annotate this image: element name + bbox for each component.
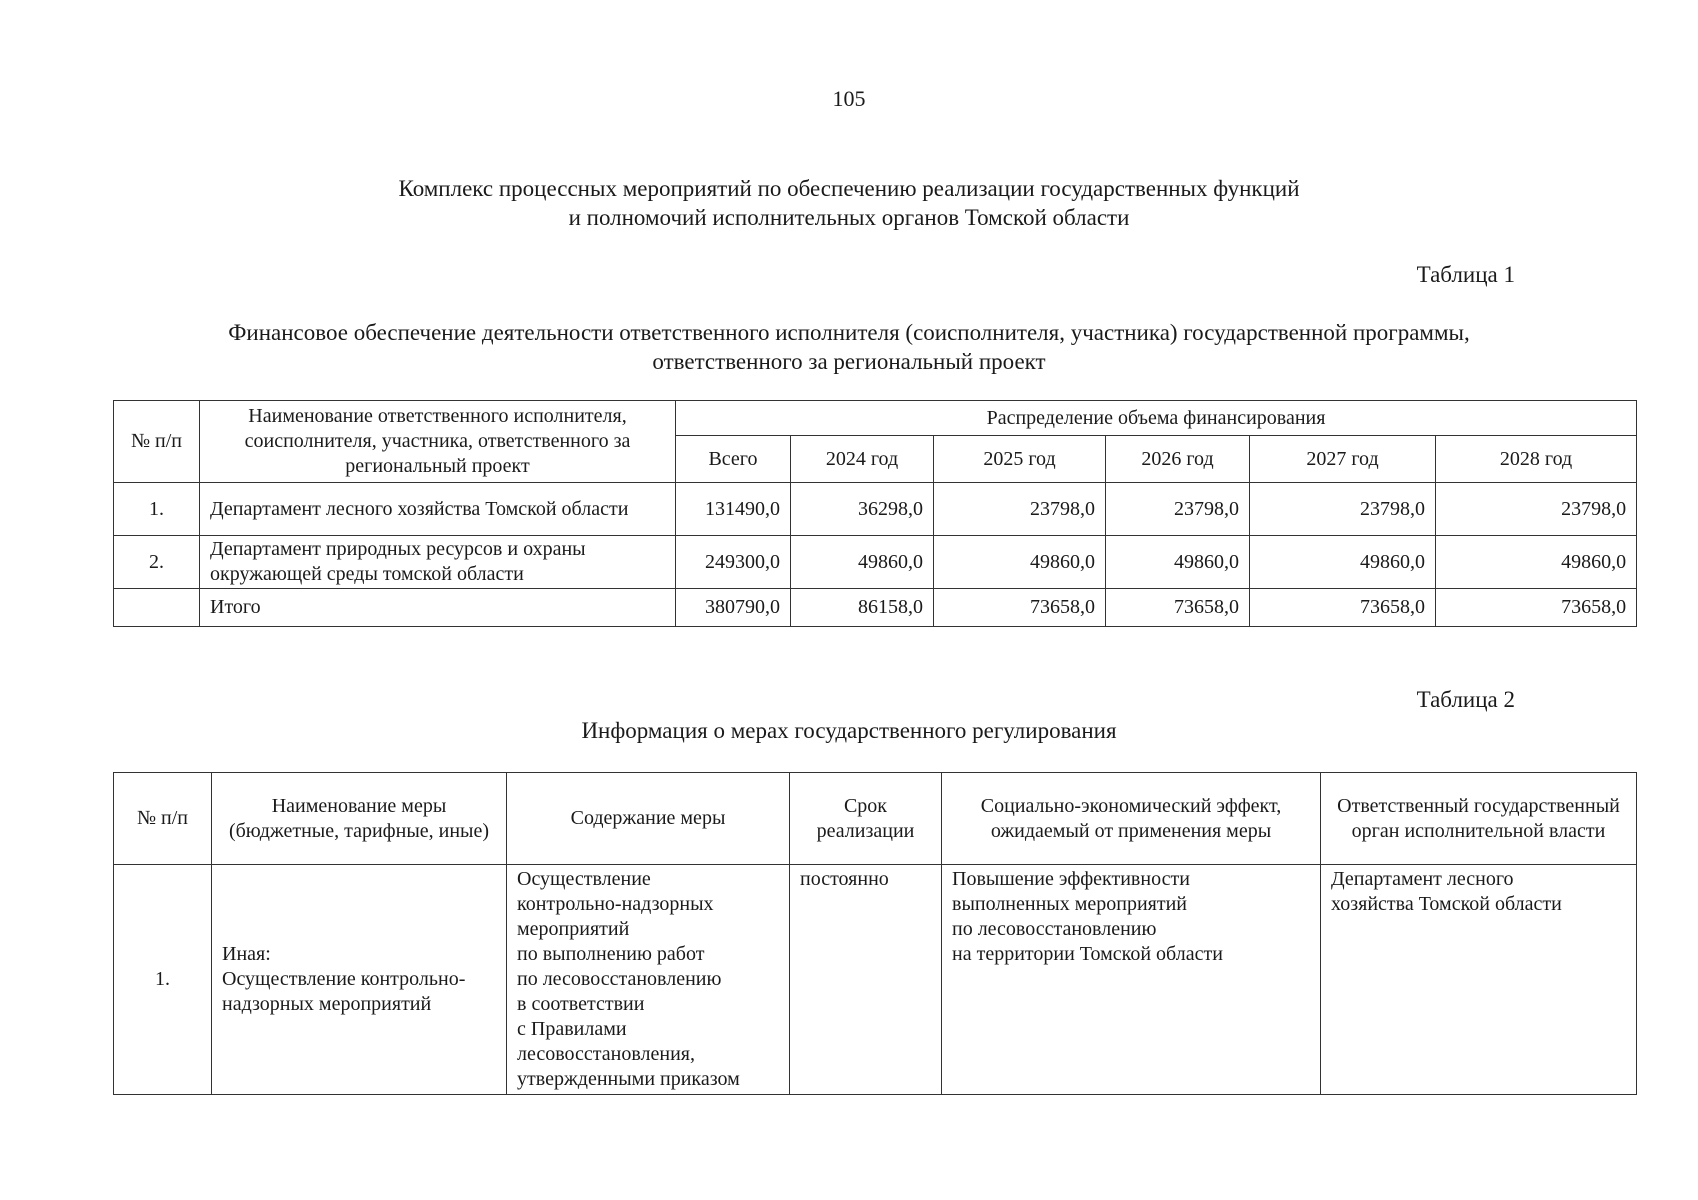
row-2025: 23798,0 bbox=[934, 483, 1106, 536]
row-2028: 49860,0 bbox=[1436, 536, 1637, 589]
table1-caption: Таблица 1 bbox=[1416, 262, 1515, 287]
content-line: утвержденными приказом bbox=[517, 1068, 740, 1090]
header-num: № п/п bbox=[114, 773, 212, 865]
effect-line: Повышение эффективности bbox=[952, 868, 1190, 890]
table1-title-line-2: ответственного за региональный проект bbox=[652, 349, 1046, 374]
authority-line: Департамент лесного bbox=[1331, 868, 1514, 890]
header-executor-name: Наименование ответственного исполнителя, соисполнителя, участника, ответственного за региональный проект bbox=[200, 401, 676, 483]
row-2028: 23798,0 bbox=[1436, 483, 1637, 536]
header-2024: 2024 год bbox=[791, 436, 934, 483]
header-2025: 2025 год bbox=[934, 436, 1106, 483]
table1-title bbox=[0, 318, 1698, 376]
total-row-2024: 86158,0 bbox=[791, 589, 934, 627]
header-total: Всего bbox=[676, 436, 791, 483]
content-line: с Правилами bbox=[517, 1018, 627, 1040]
total-row-label: Итого bbox=[200, 589, 676, 627]
total-row-2025: 73658,0 bbox=[934, 589, 1106, 627]
header-authority: Ответственный государственный орган исполнительной власти bbox=[1321, 773, 1637, 865]
table2-title: Информация о мерах государственного регулирования bbox=[581, 718, 1117, 743]
effect-line: по лесовосстановлению bbox=[952, 918, 1157, 940]
total-row-2027: 73658,0 bbox=[1250, 589, 1436, 627]
table-row bbox=[114, 483, 1637, 536]
row-measure-name bbox=[212, 865, 507, 1095]
table-header-row bbox=[114, 773, 1637, 865]
regulation-measures-table bbox=[113, 772, 1637, 1095]
row-num: 2. bbox=[114, 536, 200, 589]
header-2028: 2028 год bbox=[1436, 436, 1637, 483]
row-num: 1. bbox=[114, 483, 200, 536]
effect-line: на территории Томской области bbox=[952, 943, 1223, 965]
table-row bbox=[114, 536, 1637, 589]
table2-caption: Таблица 2 bbox=[1416, 687, 1515, 712]
row-2026: 23798,0 bbox=[1106, 483, 1250, 536]
row-2025: 49860,0 bbox=[934, 536, 1106, 589]
row-effect bbox=[942, 865, 1321, 1095]
row-total: 249300,0 bbox=[676, 536, 791, 589]
content-line: лесовосстановления, bbox=[517, 1043, 695, 1065]
total-row-2026: 73658,0 bbox=[1106, 589, 1250, 627]
table-row bbox=[114, 865, 1637, 1095]
total-row-total: 380790,0 bbox=[676, 589, 791, 627]
table1-title-line-1: Финансовое обеспечение деятельности ответственного исполнителя (соисполнителя, участника) государственной программы, bbox=[228, 320, 1470, 345]
header-distribution: Распределение объема финансирования bbox=[676, 401, 1637, 436]
content-line: мероприятий bbox=[517, 918, 630, 940]
document-title-line-1: Комплекс процессных мероприятий по обеспечению реализации государственных функций bbox=[398, 176, 1300, 201]
header-2027: 2027 год bbox=[1250, 436, 1436, 483]
measure-name-line: Осуществление контрольно- bbox=[222, 968, 466, 990]
content-line: в соответствии bbox=[517, 993, 645, 1015]
document-title-line-2: и полномочий исполнительных органов Томской области bbox=[568, 205, 1130, 230]
effect-line: выполненных мероприятий bbox=[952, 893, 1188, 915]
content-line: по выполнению работ bbox=[517, 943, 705, 965]
financing-table bbox=[113, 400, 1637, 627]
row-executor-name: Департамент лесного хозяйства Томской области bbox=[200, 483, 676, 536]
row-2024: 49860,0 bbox=[791, 536, 934, 589]
row-measure-content bbox=[507, 865, 790, 1095]
total-row-num bbox=[114, 589, 200, 627]
row-2026: 49860,0 bbox=[1106, 536, 1250, 589]
row-2024: 36298,0 bbox=[791, 483, 934, 536]
header-num: № п/п bbox=[114, 401, 200, 483]
header-effect: Социально-экономический эффект, ожидаемый от применения меры bbox=[942, 773, 1321, 865]
header-measure-name: Наименование меры (бюджетные, тарифные, иные) bbox=[212, 773, 507, 865]
header-2026: 2026 год bbox=[1106, 436, 1250, 483]
content-line: Осуществление bbox=[517, 868, 651, 890]
row-2027: 49860,0 bbox=[1250, 536, 1436, 589]
page-number: 105 bbox=[832, 86, 866, 111]
row-2027: 23798,0 bbox=[1250, 483, 1436, 536]
content-line: по лесовосстановлению bbox=[517, 968, 722, 990]
total-row-2028: 73658,0 bbox=[1436, 589, 1637, 627]
table-header-row bbox=[114, 401, 1637, 436]
total-row bbox=[114, 589, 1637, 627]
header-term: Срок реализации bbox=[790, 773, 942, 865]
row-num: 1. bbox=[114, 865, 212, 1095]
header-measure-content: Содержание меры bbox=[507, 773, 790, 865]
document-title bbox=[0, 174, 1698, 232]
measure-name-line: надзорных мероприятий bbox=[222, 993, 432, 1015]
row-executor-name: Департамент природных ресурсов и охраны окружающей среды томской области bbox=[200, 536, 676, 589]
content-line: контрольно-надзорных bbox=[517, 893, 714, 915]
row-authority bbox=[1321, 865, 1637, 1095]
measure-content-text bbox=[517, 867, 779, 1093]
measure-name-line: Иная: bbox=[222, 943, 271, 965]
authority-line: хозяйства Томской области bbox=[1331, 893, 1562, 915]
row-total: 131490,0 bbox=[676, 483, 791, 536]
row-term: постоянно bbox=[790, 865, 942, 1095]
